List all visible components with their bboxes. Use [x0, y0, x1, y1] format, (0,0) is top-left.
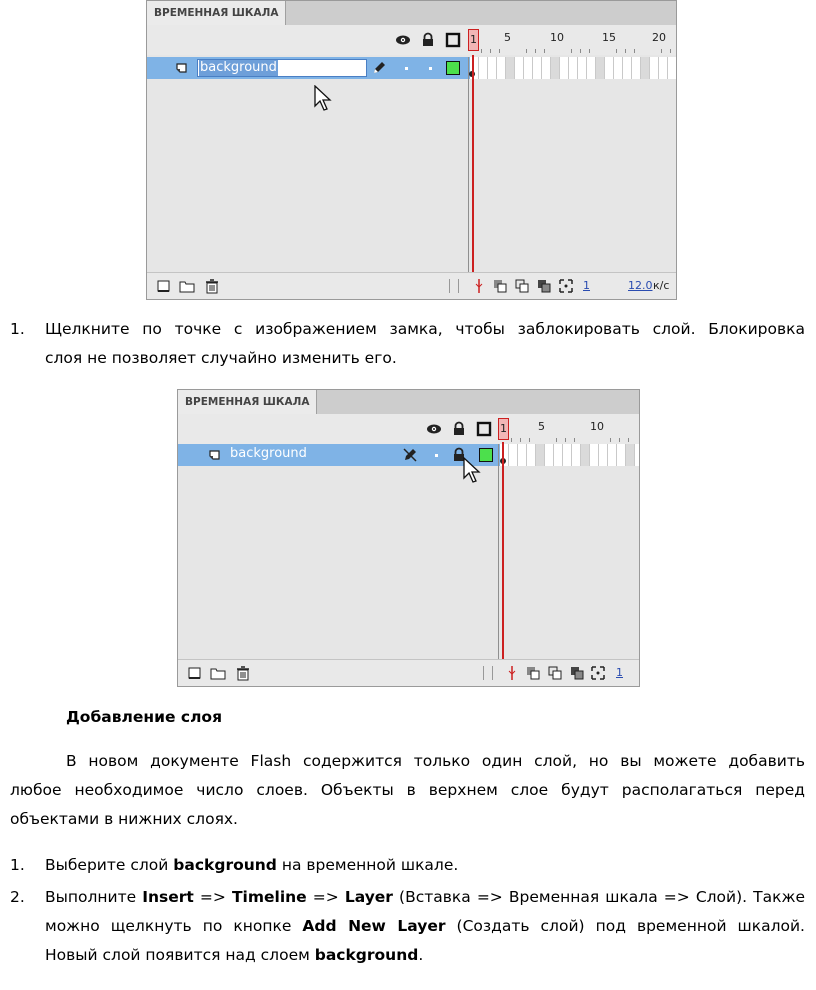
text-fragment: Новый слой появится над слоем [45, 946, 315, 964]
lock-dot[interactable] [429, 67, 432, 70]
eye-icon[interactable] [395, 32, 411, 48]
frame-rate-unit: к/с [653, 279, 670, 292]
onion-outline-icon[interactable] [514, 278, 530, 294]
frame-cells[interactable] [470, 57, 676, 79]
pencil-icon [371, 60, 387, 76]
list-number: 1. [10, 856, 25, 874]
playhead-line [472, 55, 474, 275]
text-fragment: Выполните [45, 888, 143, 906]
text-fragment: Выберите слой [45, 856, 174, 874]
section-heading: Добавление слоя [66, 708, 223, 726]
layer-row-background[interactable] [178, 444, 500, 466]
layer-name-input[interactable] [197, 59, 367, 77]
text-bold: Insert [142, 888, 194, 906]
text-bold: Layer [344, 888, 393, 906]
text-line: Щелкните по точке с изображением замка, чтобы заблокировать слой. Блокировка [45, 320, 805, 338]
instruction-select-layer [45, 851, 805, 880]
ruler-number: 5 [538, 420, 545, 433]
text-bold: Add New Layer [302, 917, 446, 935]
playhead-line [502, 442, 504, 662]
current-frame-indicator[interactable]: 1 [616, 666, 623, 679]
tab-bar [147, 1, 676, 26]
ruler-number: 10 [590, 420, 604, 433]
new-layer-icon[interactable] [187, 665, 203, 681]
layer-icon [208, 448, 222, 462]
text-line: объектами в нижних слоях. [10, 810, 238, 828]
text-fragment: на временной шкале. [276, 856, 459, 874]
timeline-toolbar [178, 659, 639, 686]
edit-multiple-icon[interactable] [536, 278, 552, 294]
text-bold: background [314, 946, 419, 964]
timeline-panel-2 [177, 389, 640, 687]
outline-icon[interactable] [476, 421, 492, 437]
layer-icon [175, 61, 189, 75]
playhead-marker[interactable]: 1 [468, 29, 479, 51]
center-frame-icon[interactable] [504, 665, 520, 681]
text-fragment: можно щелкнуть по кнопке [45, 917, 303, 935]
timeline-toolbar [147, 272, 676, 299]
frame-ruler[interactable] [468, 25, 676, 55]
frame-rate-value[interactable]: 12.0 [628, 279, 653, 292]
mouse-cursor-icon [463, 457, 483, 485]
scroll-grip[interactable] [483, 666, 493, 680]
playhead-marker[interactable]: 1 [498, 418, 509, 440]
text-bold: background [173, 856, 277, 874]
text-line: слоя не позволяет случайно изменить его. [45, 349, 397, 367]
new-folder-icon[interactable] [210, 665, 226, 681]
frame-ruler[interactable] [498, 414, 639, 444]
lock-icon[interactable] [420, 32, 436, 48]
pencil-locked-icon [402, 447, 418, 463]
outline-icon[interactable] [445, 32, 461, 48]
layer-name[interactable]: background [230, 446, 307, 461]
delete-layer-icon[interactable] [204, 278, 220, 294]
visibility-dot[interactable] [435, 454, 438, 457]
text-fragment: . [418, 946, 424, 964]
instruction-add-layer [45, 883, 805, 970]
ruler-number: 15 [602, 31, 616, 44]
text-fragment: (Создать слой) под временной шкалой. [445, 917, 805, 935]
text-fragment: => [306, 888, 345, 906]
frame-cells[interactable] [500, 444, 639, 466]
ruler-number: 5 [504, 31, 511, 44]
text-line: любое необходимое число слоев. Объекты в верхнем слое будут располагаться перед [10, 781, 805, 799]
ruler-number: 10 [550, 31, 564, 44]
text-bold: Timeline [231, 888, 307, 906]
new-folder-icon[interactable] [179, 278, 195, 294]
eye-icon[interactable] [426, 421, 442, 437]
onion-skin-icon[interactable] [492, 278, 508, 294]
tab-bar [178, 390, 639, 415]
onion-outline-icon[interactable] [547, 665, 563, 681]
visibility-dot[interactable] [405, 67, 408, 70]
edit-multiple-icon[interactable] [569, 665, 585, 681]
layer-row-background[interactable] [147, 57, 470, 79]
timeline-tab[interactable]: ВРЕМЕННАЯ ШКАЛА [178, 390, 317, 414]
center-frame-icon[interactable] [471, 278, 487, 294]
delete-layer-icon[interactable] [235, 665, 251, 681]
timeline-tab[interactable]: ВРЕМЕННАЯ ШКАЛА [147, 1, 286, 25]
scroll-grip[interactable] [449, 279, 459, 293]
onion-skin-icon[interactable] [525, 665, 541, 681]
list-number: 1. [10, 320, 25, 338]
mouse-cursor-icon [314, 85, 334, 113]
new-layer-icon[interactable] [156, 278, 172, 294]
layer-color-swatch[interactable] [446, 61, 460, 75]
instruction-lock-layer [45, 315, 805, 373]
ruler-number: 20 [652, 31, 666, 44]
lock-icon[interactable] [451, 421, 467, 437]
current-frame-indicator[interactable]: 1 [583, 279, 590, 292]
timeline-panel-1 [146, 0, 677, 300]
text-line: В новом документе Flash содержится только один слой, но вы можете добавить [66, 752, 805, 770]
list-number: 2. [10, 888, 25, 906]
text-fragment: => [193, 888, 232, 906]
modify-markers-icon[interactable] [558, 278, 574, 294]
layer-name-selected: background [200, 60, 277, 75]
section-paragraph [10, 747, 805, 834]
modify-markers-icon[interactable] [590, 665, 606, 681]
text-fragment: (Вставка => Временная шкала => Слой). Также [392, 888, 805, 906]
